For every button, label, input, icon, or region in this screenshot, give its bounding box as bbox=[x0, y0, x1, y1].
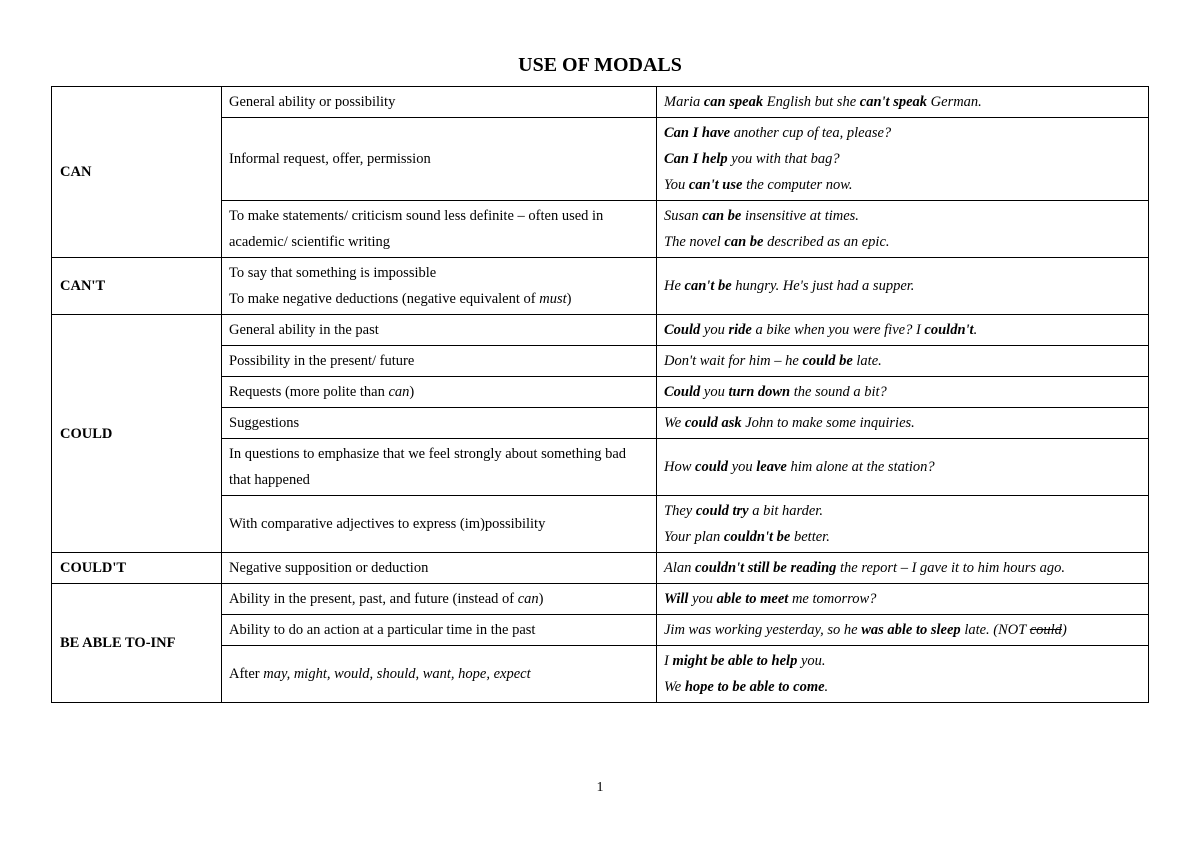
use-cell: In questions to emphasize that we feel strongly about something bad that happened bbox=[222, 439, 657, 496]
use-cell: General ability in the past bbox=[222, 315, 657, 346]
use-cell: Requests (more polite than can) bbox=[222, 377, 657, 408]
use-cell: Ability in the present, past, and future (instead of can) bbox=[222, 584, 657, 615]
table-row bbox=[52, 258, 1149, 315]
example-cell: Could you ride a bike when you were five? I couldn't. bbox=[657, 315, 1149, 346]
example-cell: He can't be hungry. He's just had a supper. bbox=[657, 258, 1149, 315]
page-number: 1 bbox=[596, 780, 604, 795]
table-row bbox=[52, 553, 1149, 584]
modal-could: COULD bbox=[52, 315, 222, 553]
modal-cant: CAN'T bbox=[52, 258, 222, 315]
use-cell: To make statements/ criticism sound less definite – often used in academic/ scientific writing bbox=[222, 201, 657, 258]
example-cell: Maria can speak English but she can't speak German. bbox=[657, 87, 1149, 118]
modal-can: CAN bbox=[52, 87, 222, 258]
modal-couldnt: COULD'T bbox=[52, 553, 222, 584]
page-title: USE OF MODALS bbox=[518, 54, 682, 76]
use-cell: Suggestions bbox=[222, 408, 657, 439]
example-cell: Will you able to meet me tomorrow? bbox=[657, 584, 1149, 615]
example-cell: How could you leave him alone at the station? bbox=[657, 439, 1149, 496]
example-cell: Jim was working yesterday, so he was able to sleep late. (NOT could) bbox=[657, 615, 1149, 646]
example-cell: We could ask John to make some inquiries. bbox=[657, 408, 1149, 439]
use-cell: Ability to do an action at a particular time in the past bbox=[222, 615, 657, 646]
use-cell: After may, might, would, should, want, hope, expect bbox=[222, 646, 657, 703]
use-cell: General ability or possibility bbox=[222, 87, 657, 118]
table-row bbox=[52, 584, 1149, 615]
use-cell: Negative supposition or deduction bbox=[222, 553, 657, 584]
example-cell: Could you turn down the sound a bit? bbox=[657, 377, 1149, 408]
table-row bbox=[52, 315, 1149, 346]
use-cell: To say that something is impossible To make negative deductions (negative equivalent of must) bbox=[222, 258, 657, 315]
modals-table bbox=[51, 86, 1149, 703]
use-cell: Informal request, offer, permission bbox=[222, 118, 657, 201]
example-cell: Alan couldn't still be reading the report – I gave it to him hours ago. bbox=[657, 553, 1149, 584]
example-cell: They could try a bit harder. Your plan couldn't be better. bbox=[657, 496, 1149, 553]
example-cell: Don't wait for him – he could be late. bbox=[657, 346, 1149, 377]
modal-be-able: BE ABLE TO-INF bbox=[52, 584, 222, 703]
example-cell: Susan can be insensitive at times. The novel can be described as an epic. bbox=[657, 201, 1149, 258]
table-row bbox=[52, 87, 1149, 118]
example-cell: Can I have another cup of tea, please? Can I help you with that bag? You can't use the computer now. bbox=[657, 118, 1149, 201]
use-cell: Possibility in the present/ future bbox=[222, 346, 657, 377]
use-cell: With comparative adjectives to express (im)possibility bbox=[222, 496, 657, 553]
example-cell: I might be able to help you. We hope to be able to come. bbox=[657, 646, 1149, 703]
